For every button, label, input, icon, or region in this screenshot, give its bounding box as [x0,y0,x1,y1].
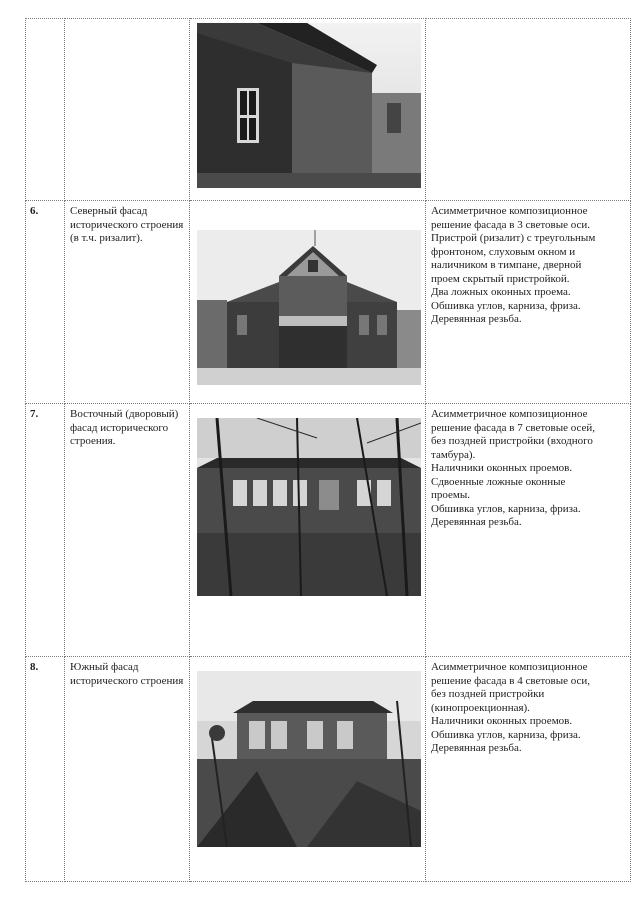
facade-table [25,18,631,882]
photo-cell [190,657,426,882]
description-line: решение фасада в 3 световые оси. [431,218,591,231]
description-line: Обшивка углов, карниза, фриза. [431,299,581,312]
table-row [26,201,631,404]
description-line: без поздней пристройки (входного [431,435,593,447]
row-number [26,19,65,201]
description-line: решение фасада в 7 световые осей, [431,421,596,434]
row-number: 6. [26,201,65,404]
description-line: без поздней пристройки [431,688,545,700]
row-number: 7. [26,404,65,657]
photo-cell [190,201,426,404]
description-line: Асимметричное композиционное [431,408,588,420]
description-line: Обшивка углов, карниза, фриза. [431,728,581,741]
facade-name [65,19,190,201]
description-line: Сдвоенные ложные оконные [431,475,566,488]
description-line: Наличники оконных проемов. [431,715,573,727]
photo-cell [190,19,426,201]
facade-name: Северный фасад исторического строения (в т.ч. ризалит). [65,201,190,404]
facade-name: Южный фасад исторического строения [65,657,190,882]
description-line: Пристрой (ризалит) с треугольным [431,232,596,244]
description-line: проем скрытый пристройкой. [431,272,570,285]
description-line: Наличники оконных проемов. [431,462,573,474]
description-line: тамбура). [431,448,476,461]
description-line: фронтоном, слуховым окном и [431,245,576,258]
facade-description [426,19,631,201]
north-facade-photo [197,230,421,385]
description-line: (кинопроекционная). [431,701,530,714]
facade-description [426,404,631,657]
description-line: Обшивка углов, карниза, фриза. [431,502,581,515]
photo-cell [190,404,426,657]
facade-name: Восточный (дворовый) фасад исторического строения. [65,404,190,657]
facade-description [426,201,631,404]
table-row [26,19,631,201]
facade-description [426,657,631,882]
east-facade-photo [197,418,421,596]
description-line: Асимметричное композиционное [431,661,588,673]
description-line: Деревянная резьба. [431,516,522,528]
description-line: проемы. [431,489,471,501]
table-row [26,404,631,657]
description-line: решение фасада в 4 световые оси, [431,674,591,687]
row-number: 8. [26,657,65,882]
description-line: Асимметричное композиционное [431,205,588,217]
south-facade-photo [197,671,421,847]
description-line: Два ложных оконных проема. [431,286,571,298]
description-line: Деревянная резьба. [431,742,522,754]
description-line: Деревянная резьба. [431,313,522,325]
building-corner-photo [197,23,421,188]
description-line: наличником в тимпане, дверной [431,259,582,271]
table-row [26,657,631,882]
